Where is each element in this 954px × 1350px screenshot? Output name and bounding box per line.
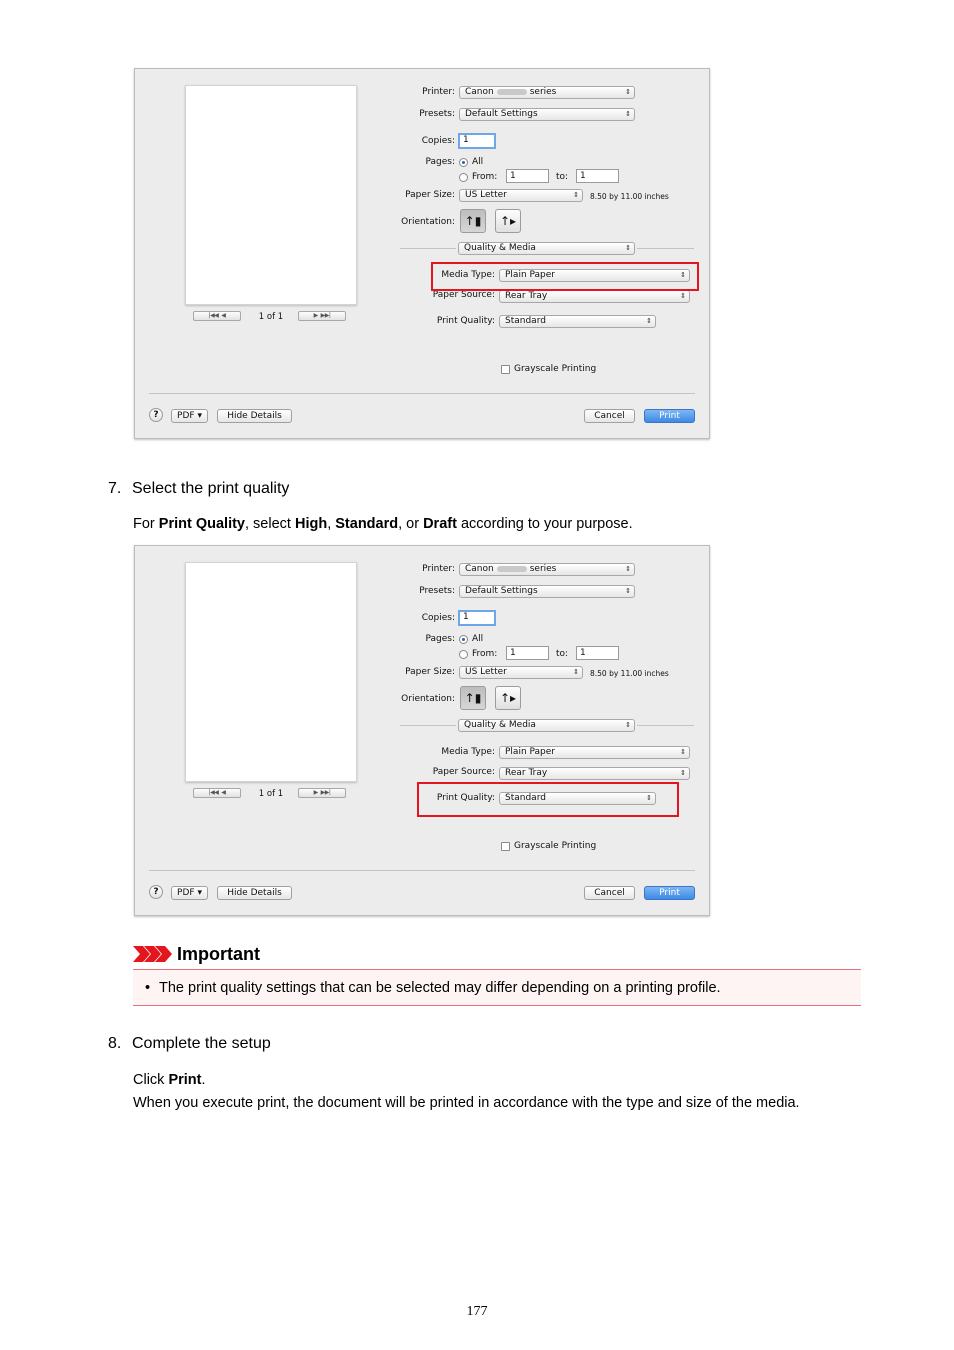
pages-all-label: All [472, 157, 484, 167]
pages-from-label: From: [472, 649, 498, 659]
panel-popup[interactable]: Quality & Media ⇕ [458, 242, 635, 255]
pdf-button[interactable]: PDF ▾ [171, 886, 208, 900]
step-8-heading: 8. Complete the setup [108, 1035, 271, 1052]
step-8-instruction: Click Print. [133, 1072, 206, 1088]
orientation-label: Orientation: [401, 217, 455, 227]
step-7-heading: 7. Select the print quality [108, 480, 290, 497]
paper-source-label: Paper Source: [432, 290, 495, 300]
paper-size-popup[interactable]: US Letter ⇕ [459, 189, 583, 202]
copies-field[interactable]: 1 [458, 133, 496, 149]
preview-page-count: 1 of 1 [258, 789, 284, 799]
help-button[interactable]: ? [149, 885, 163, 899]
pages-from-radio[interactable] [459, 173, 468, 182]
copies-label: Copies: [421, 136, 455, 146]
pdf-button[interactable]: PDF ▾ [171, 409, 208, 423]
media-type-label: Media Type: [441, 270, 495, 280]
preview-next-buttons[interactable]: ▶ ▶▶| [298, 311, 346, 321]
paper-size-label: Paper Size: [405, 190, 455, 200]
grayscale-checkbox[interactable] [501, 842, 510, 851]
orientation-label: Orientation: [401, 694, 455, 704]
landscape-orientation-icon[interactable]: ↑▸ [495, 686, 521, 710]
preview-next-buttons[interactable]: ▶ ▶▶| [298, 788, 346, 798]
presets-popup[interactable]: Default Settings ⇕ [459, 585, 635, 598]
printer-label: Printer: [422, 564, 455, 574]
hide-details-button[interactable]: Hide Details [217, 886, 292, 900]
printer-label: Printer: [422, 87, 455, 97]
presets-label: Presets: [419, 109, 455, 119]
print-quality-label: Print Quality: [436, 316, 495, 326]
print-dialog-screenshot-print-quality [134, 545, 710, 916]
step-7-instruction: For Print Quality, select High, Standard, or Draft according to your purpose. [133, 516, 633, 532]
paper-size-popup[interactable]: US Letter ⇕ [459, 666, 583, 679]
pages-from-field[interactable]: 1 [506, 646, 549, 660]
pages-label: Pages: [425, 157, 455, 167]
presets-label: Presets: [419, 586, 455, 596]
pages-to-label: to: [556, 649, 569, 659]
grayscale-checkbox[interactable] [501, 365, 510, 374]
cancel-button[interactable]: Cancel [584, 409, 635, 423]
pages-all-radio[interactable] [459, 158, 468, 167]
presets-popup[interactable]: Default Settings ⇕ [459, 108, 635, 121]
copies-label: Copies: [421, 613, 455, 623]
pages-from-radio[interactable] [459, 650, 468, 659]
pages-all-label: All [472, 634, 484, 644]
pages-to-field[interactable]: 1 [576, 169, 619, 183]
pages-from-label: From: [472, 172, 498, 182]
paper-size-label: Paper Size: [405, 667, 455, 677]
important-chevrons-icon [133, 946, 173, 962]
pages-to-field[interactable]: 1 [576, 646, 619, 660]
print-quality-highlight [417, 782, 679, 817]
paper-size-dimensions: 8.50 by 11.00 inches [590, 192, 669, 201]
print-quality-popup[interactable]: Standard ⇕ [499, 315, 656, 328]
help-button[interactable]: ? [149, 408, 163, 422]
pages-from-field[interactable]: 1 [506, 169, 549, 183]
paper-source-popup[interactable]: Rear Tray ⇕ [499, 767, 690, 780]
printer-popup[interactable]: Canon series ⇕ [459, 86, 635, 99]
page-number: 177 [466, 1304, 488, 1319]
paper-source-popup[interactable]: Rear Tray ⇕ [499, 290, 690, 303]
step-8-description: When you execute print, the document will be printed in accordance with the type and size of the media. [133, 1095, 800, 1111]
grayscale-label: Grayscale Printing [514, 841, 597, 851]
print-quality-popup[interactable]: Standard ⇕ [499, 792, 656, 805]
cancel-button[interactable]: Cancel [584, 886, 635, 900]
important-item: • The print quality settings that can be selected may differ depending on a printing profile. [145, 980, 721, 996]
important-title: Important [177, 943, 260, 964]
portrait-orientation-icon[interactable]: ↑▮ [460, 209, 486, 233]
print-button[interactable]: Print [644, 409, 695, 423]
print-quality-label: Print Quality: [436, 793, 495, 803]
media-type-highlight [431, 262, 699, 291]
portrait-orientation-icon[interactable]: ↑▮ [460, 686, 486, 710]
hide-details-button[interactable]: Hide Details [217, 409, 292, 423]
media-type-popup[interactable]: Plain Paper ⇕ [499, 269, 690, 282]
landscape-orientation-icon[interactable]: ↑▸ [495, 209, 521, 233]
print-button[interactable]: Print [644, 886, 695, 900]
media-type-label: Media Type: [441, 747, 495, 757]
grayscale-label: Grayscale Printing [514, 364, 597, 374]
pages-to-label: to: [556, 172, 569, 182]
pages-all-radio[interactable] [459, 635, 468, 644]
important-heading [133, 942, 260, 966]
paper-source-label: Paper Source: [432, 767, 495, 777]
copies-field[interactable]: 1 [458, 610, 496, 626]
print-dialog-screenshot-media-type [134, 68, 710, 439]
important-note-box [133, 969, 861, 1006]
preview-prev-buttons[interactable]: |◀◀ ◀ [193, 788, 241, 798]
preview-page-count: 1 of 1 [258, 312, 284, 322]
printer-popup[interactable]: Canon series ⇕ [459, 563, 635, 576]
bullet-icon: • [145, 980, 151, 996]
preview-prev-buttons[interactable]: |◀◀ ◀ [193, 311, 241, 321]
media-type-popup[interactable]: Plain Paper ⇕ [499, 746, 690, 759]
pages-label: Pages: [425, 634, 455, 644]
paper-size-dimensions: 8.50 by 11.00 inches [590, 669, 669, 678]
panel-popup[interactable]: Quality & Media ⇕ [458, 719, 635, 732]
